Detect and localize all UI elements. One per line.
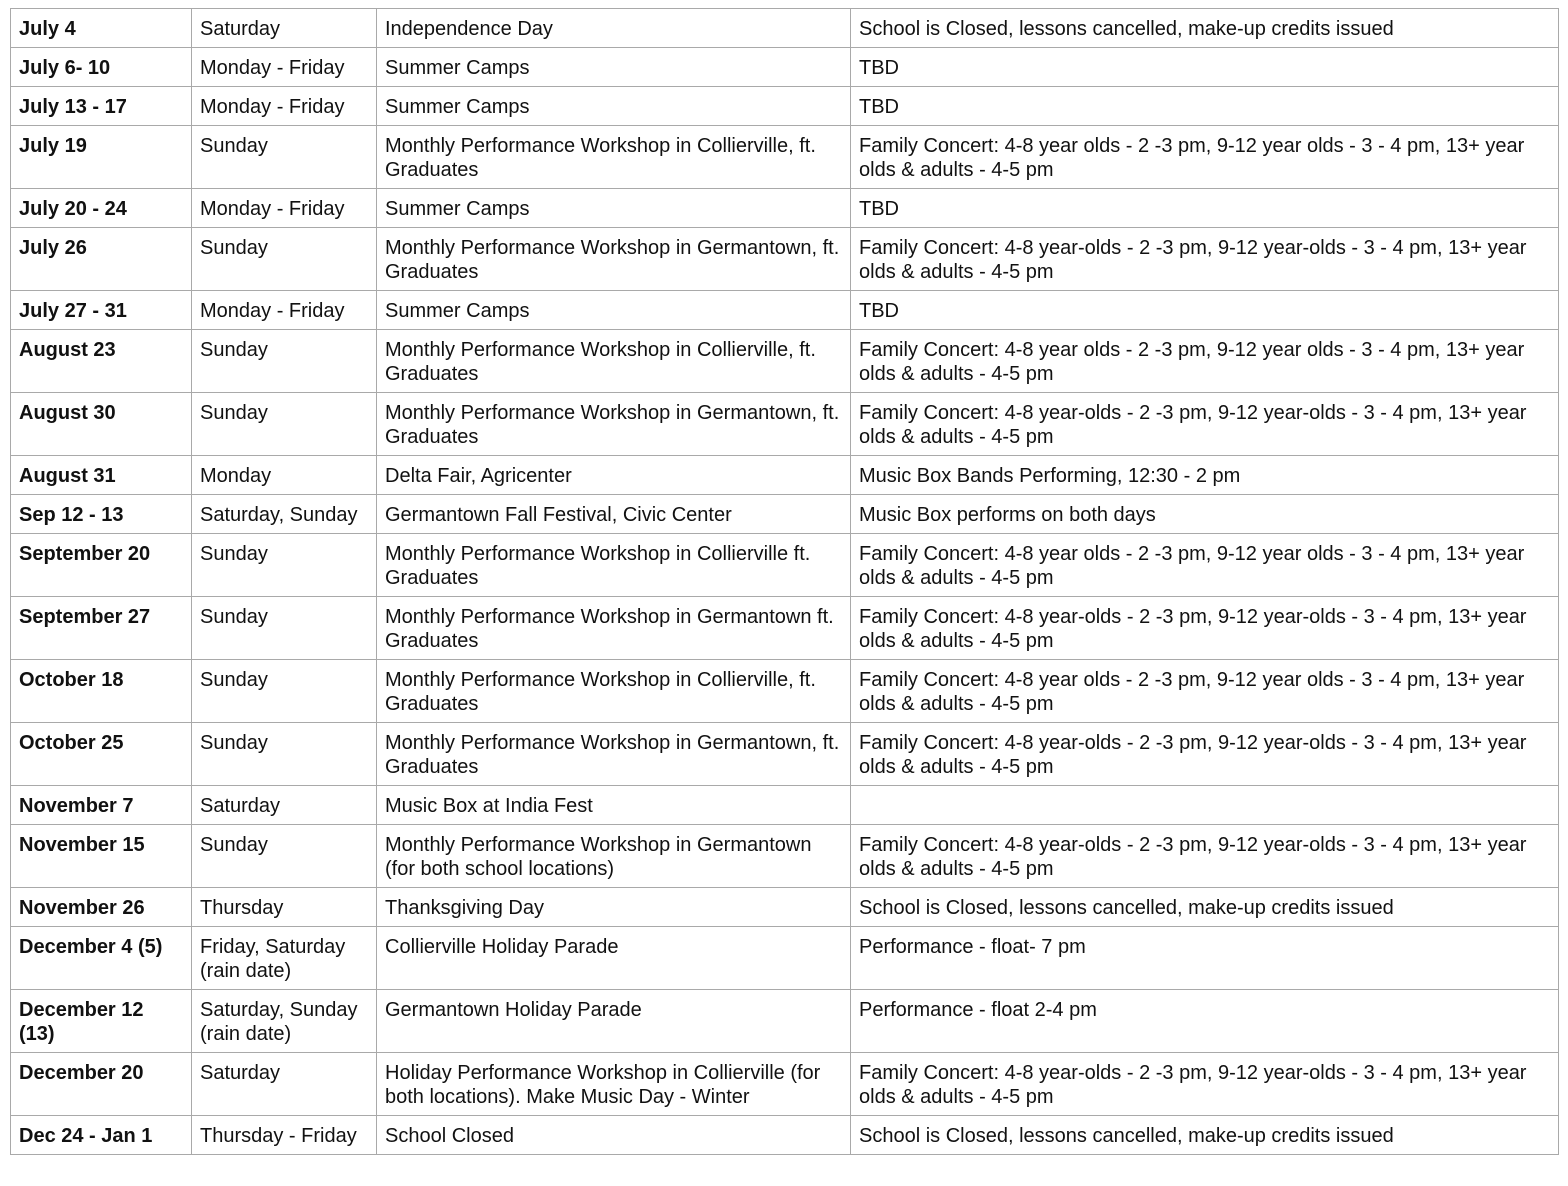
event-cell: Germantown Holiday Parade	[377, 990, 851, 1053]
table-row	[11, 927, 1559, 990]
table-row	[11, 495, 1559, 534]
event-cell: Holiday Performance Workshop in Collierville (for both locations). Make Music Day - Winter	[377, 1053, 851, 1116]
notes-cell: Performance - float 2-4 pm	[851, 990, 1559, 1053]
notes-cell: Performance - float- 7 pm	[851, 927, 1559, 990]
day-cell: Sunday	[192, 534, 377, 597]
table-row	[11, 87, 1559, 126]
day-cell: Saturday	[192, 1053, 377, 1116]
event-cell: Monthly Performance Workshop in Collierville, ft. Graduates	[377, 330, 851, 393]
event-cell: Thanksgiving Day	[377, 888, 851, 927]
date-cell: December 20	[11, 1053, 192, 1116]
day-cell: Monday - Friday	[192, 48, 377, 87]
day-cell: Saturday	[192, 9, 377, 48]
table-row	[11, 330, 1559, 393]
table-row	[11, 189, 1559, 228]
date-cell: July 27 - 31	[11, 291, 192, 330]
event-cell: Delta Fair, Agricenter	[377, 456, 851, 495]
table-row	[11, 723, 1559, 786]
date-cell: September 27	[11, 597, 192, 660]
notes-cell: Family Concert: 4-8 year-olds - 2 -3 pm, 9-12 year-olds - 3 - 4 pm, 13+ year olds & adults - 4-5 pm	[851, 723, 1559, 786]
date-cell: September 20	[11, 534, 192, 597]
event-cell: Music Box at India Fest	[377, 786, 851, 825]
date-cell: Sep 12 - 13	[11, 495, 192, 534]
date-cell: August 30	[11, 393, 192, 456]
day-cell: Sunday	[192, 825, 377, 888]
date-cell: July 19	[11, 126, 192, 189]
table-row	[11, 597, 1559, 660]
event-cell: Summer Camps	[377, 189, 851, 228]
event-cell: Monthly Performance Workshop in Germantown, ft. Graduates	[377, 228, 851, 291]
notes-cell: Family Concert: 4-8 year olds - 2 -3 pm, 9-12 year olds - 3 - 4 pm, 13+ year olds & adults - 4-5 pm	[851, 660, 1559, 723]
event-cell: Monthly Performance Workshop in Germantown, ft. Graduates	[377, 393, 851, 456]
table-row	[11, 393, 1559, 456]
table-row	[11, 456, 1559, 495]
event-cell: Monthly Performance Workshop in Collierville ft. Graduates	[377, 534, 851, 597]
notes-cell: Music Box Bands Performing, 12:30 - 2 pm	[851, 456, 1559, 495]
table-row	[11, 1053, 1559, 1116]
date-cell: July 6- 10	[11, 48, 192, 87]
notes-cell: TBD	[851, 189, 1559, 228]
day-cell: Saturday, Sunday (rain date)	[192, 990, 377, 1053]
day-cell: Monday - Friday	[192, 189, 377, 228]
notes-cell: Family Concert: 4-8 year-olds - 2 -3 pm, 9-12 year-olds - 3 - 4 pm, 13+ year olds & adults - 4-5 pm	[851, 1053, 1559, 1116]
date-cell: December 12 (13)	[11, 990, 192, 1053]
schedule-table	[10, 8, 1559, 1155]
event-cell: Summer Camps	[377, 48, 851, 87]
event-cell: School Closed	[377, 1116, 851, 1155]
event-cell: Monthly Performance Workshop in Collierville, ft. Graduates	[377, 126, 851, 189]
notes-cell: Family Concert: 4-8 year olds - 2 -3 pm, 9-12 year olds - 3 - 4 pm, 13+ year olds & adults - 4-5 pm	[851, 534, 1559, 597]
day-cell: Sunday	[192, 723, 377, 786]
notes-cell: Family Concert: 4-8 year-olds - 2 -3 pm, 9-12 year-olds - 3 - 4 pm, 13+ year olds & adults - 4-5 pm	[851, 393, 1559, 456]
event-cell: Monthly Performance Workshop in Collierville, ft. Graduates	[377, 660, 851, 723]
date-cell: November 26	[11, 888, 192, 927]
table-row	[11, 825, 1559, 888]
day-cell: Sunday	[192, 393, 377, 456]
table-row	[11, 888, 1559, 927]
event-cell: Summer Camps	[377, 87, 851, 126]
date-cell: August 23	[11, 330, 192, 393]
date-cell: Dec 24 - Jan 1	[11, 1116, 192, 1155]
date-cell: July 20 - 24	[11, 189, 192, 228]
date-cell: December 4 (5)	[11, 927, 192, 990]
schedule-sheet	[10, 8, 1558, 1155]
table-row	[11, 1116, 1559, 1155]
day-cell: Saturday, Sunday	[192, 495, 377, 534]
notes-cell: Family Concert: 4-8 year olds - 2 -3 pm, 9-12 year olds - 3 - 4 pm, 13+ year olds & adults - 4-5 pm	[851, 330, 1559, 393]
notes-cell: Music Box performs on both days	[851, 495, 1559, 534]
event-cell: Germantown Fall Festival, Civic Center	[377, 495, 851, 534]
day-cell: Sunday	[192, 228, 377, 291]
day-cell: Monday	[192, 456, 377, 495]
event-cell: Summer Camps	[377, 291, 851, 330]
table-row	[11, 990, 1559, 1053]
table-row	[11, 126, 1559, 189]
table-row	[11, 660, 1559, 723]
event-cell: Independence Day	[377, 9, 851, 48]
date-cell: October 18	[11, 660, 192, 723]
notes-cell: Family Concert: 4-8 year olds - 2 -3 pm, 9-12 year olds - 3 - 4 pm, 13+ year olds & adults - 4-5 pm	[851, 126, 1559, 189]
day-cell: Monday - Friday	[192, 291, 377, 330]
day-cell: Thursday	[192, 888, 377, 927]
table-row	[11, 291, 1559, 330]
date-cell: October 25	[11, 723, 192, 786]
event-cell: Collierville Holiday Parade	[377, 927, 851, 990]
day-cell: Saturday	[192, 786, 377, 825]
date-cell: July 4	[11, 9, 192, 48]
day-cell: Monday - Friday	[192, 87, 377, 126]
table-row	[11, 9, 1559, 48]
notes-cell: School is Closed, lessons cancelled, make-up credits issued	[851, 9, 1559, 48]
notes-cell: School is Closed, lessons cancelled, make-up credits issued	[851, 1116, 1559, 1155]
date-cell: July 13 - 17	[11, 87, 192, 126]
event-cell: Monthly Performance Workshop in Germantown (for both school locations)	[377, 825, 851, 888]
day-cell: Friday, Saturday (rain date)	[192, 927, 377, 990]
notes-cell: TBD	[851, 48, 1559, 87]
table-row	[11, 534, 1559, 597]
day-cell: Sunday	[192, 597, 377, 660]
table-row	[11, 228, 1559, 291]
notes-cell: Family Concert: 4-8 year-olds - 2 -3 pm, 9-12 year-olds - 3 - 4 pm, 13+ year olds & adults - 4-5 pm	[851, 228, 1559, 291]
event-cell: Monthly Performance Workshop in Germantown, ft. Graduates	[377, 723, 851, 786]
date-cell: November 7	[11, 786, 192, 825]
notes-cell	[851, 786, 1559, 825]
notes-cell: School is Closed, lessons cancelled, make-up credits issued	[851, 888, 1559, 927]
day-cell: Sunday	[192, 660, 377, 723]
date-cell: July 26	[11, 228, 192, 291]
day-cell: Thursday - Friday	[192, 1116, 377, 1155]
notes-cell: TBD	[851, 87, 1559, 126]
table-row	[11, 48, 1559, 87]
event-cell: Monthly Performance Workshop in Germantown ft. Graduates	[377, 597, 851, 660]
day-cell: Sunday	[192, 126, 377, 189]
date-cell: August 31	[11, 456, 192, 495]
date-cell: November 15	[11, 825, 192, 888]
notes-cell: Family Concert: 4-8 year-olds - 2 -3 pm, 9-12 year-olds - 3 - 4 pm, 13+ year olds & adults - 4-5 pm	[851, 825, 1559, 888]
notes-cell: Family Concert: 4-8 year-olds - 2 -3 pm, 9-12 year-olds - 3 - 4 pm, 13+ year olds & adults - 4-5 pm	[851, 597, 1559, 660]
table-row	[11, 786, 1559, 825]
notes-cell: TBD	[851, 291, 1559, 330]
day-cell: Sunday	[192, 330, 377, 393]
